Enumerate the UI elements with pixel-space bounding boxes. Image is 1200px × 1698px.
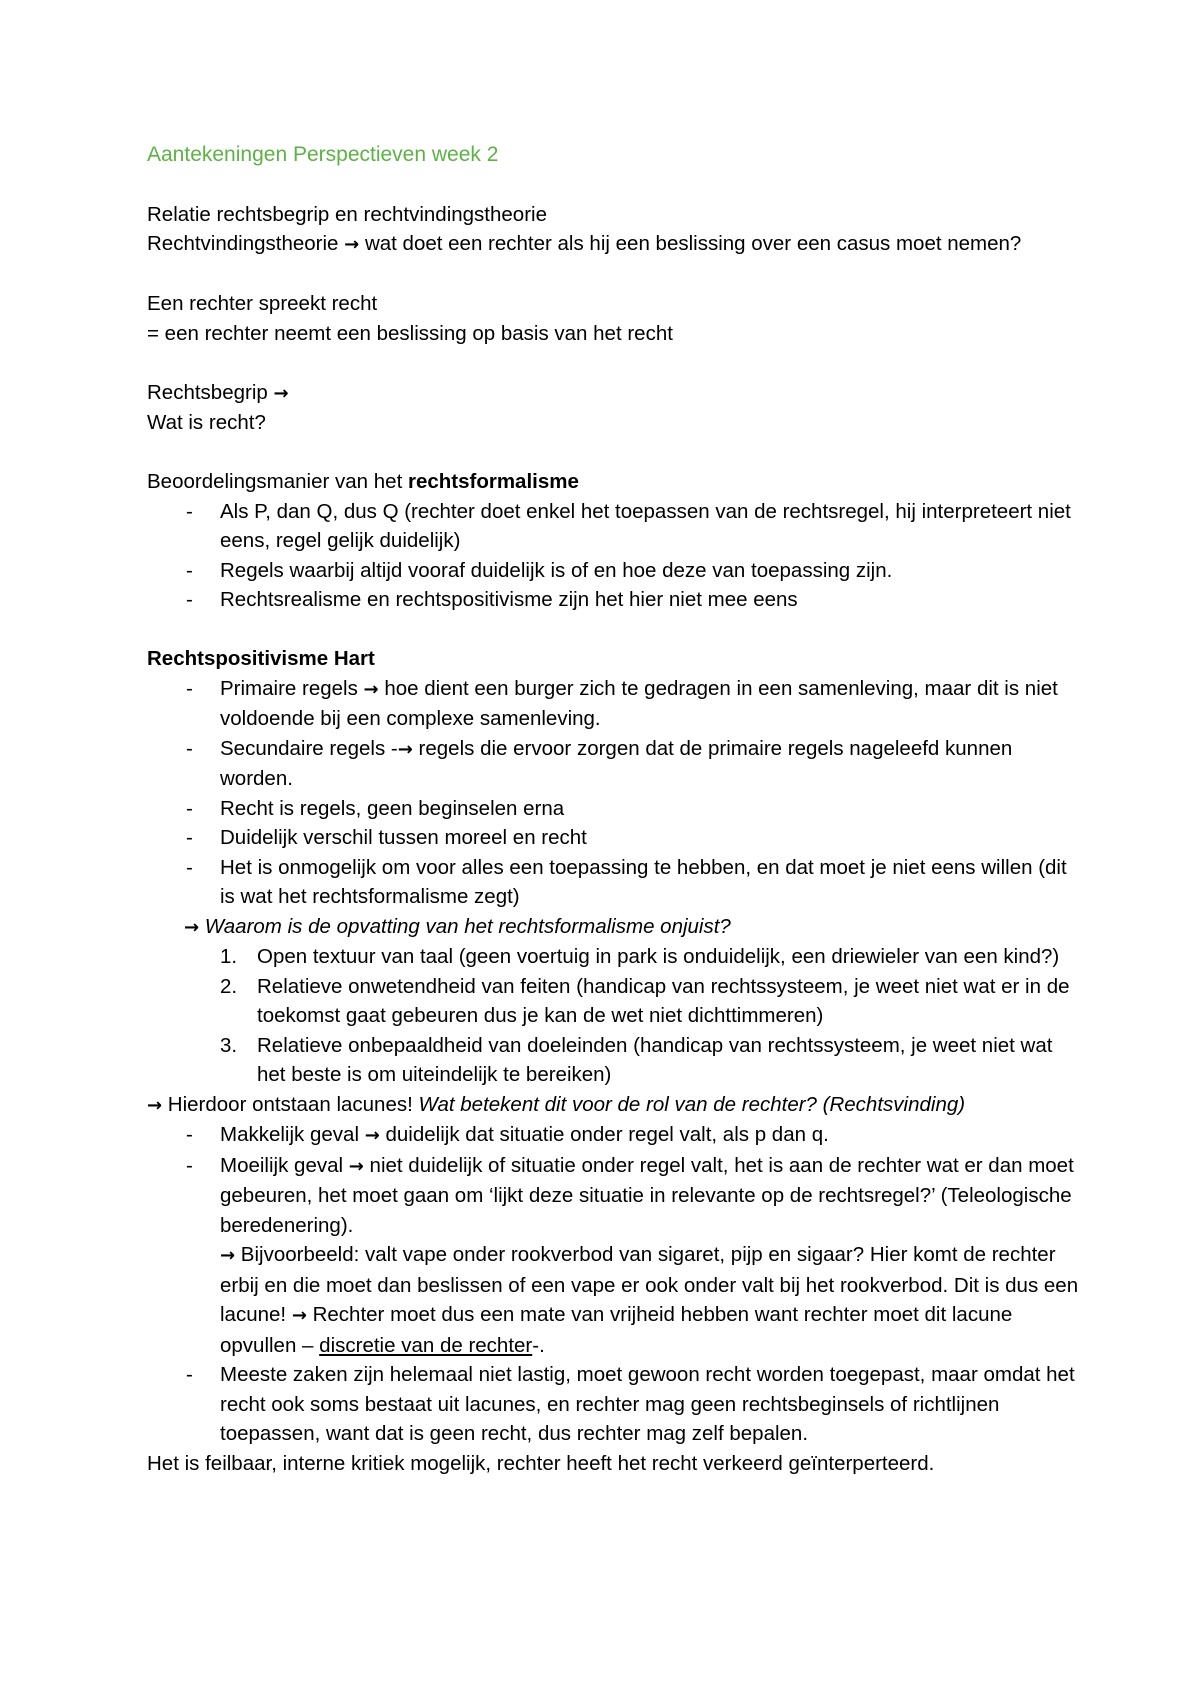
list-item: - Meeste zaken zijn helemaal niet lastig, moet gewoon recht worden toegepast, maar omdat het recht ook soms bestaat uit lacunes, en rechter mag geen rechtsbeginsels of richtlijnen toepassen, want dat is geen recht, dus rechter mag zelf bepalen. <box>147 1360 1082 1449</box>
section-heading-rechtspositivisme: Rechtspositivisme Hart <box>147 647 375 670</box>
list-item: - Recht is regels, geen beginselen erna <box>147 794 1082 824</box>
document-title: Aantekeningen Perspectieven week 2 <box>147 143 499 166</box>
list-item: - Secundaire regels -→ regels die ervoor zorgen dat de primaire regels nageleefd kunnen worden. <box>147 734 1082 794</box>
arrow-icon: → <box>273 382 289 404</box>
discretie-term: discretie van de rechter <box>319 1333 533 1357</box>
arrow-icon: → <box>291 1305 307 1326</box>
arrow-icon: → <box>147 1094 163 1116</box>
arrow-icon: → <box>364 1125 380 1146</box>
list-item: 1. Open textuur van taal (geen voertuig in park is onduidelijk, een driewieler van een kind?) <box>220 945 1060 968</box>
list-item: 3. Relatieve onbepaaldheid van doeleinden (handicap van rechtssysteem, je weet niet wat het beste is om uiteindelijk te bereiken) <box>220 1033 1053 1086</box>
document-page <box>147 140 1082 1478</box>
list-item: - Regels waarbij altijd vooraf duidelijk is of en hoe deze van toepassing zijn. <box>147 556 1082 586</box>
list-item: - Makkelijk geval → duidelijk dat situatie onder regel valt, als p dan q. <box>147 1120 1082 1151</box>
rechter-beslissing-line: = een rechter neemt een beslissing op basis van het recht <box>147 321 673 345</box>
wat-is-recht-line: Wat is recht? <box>147 411 266 434</box>
list-item: 2. Relatieve onwetendheid van feiten (handicap van rechtssysteem, je weet niet wat er in de toekomst gaat gebeuren dus je kan de wet niet dichttimmeren) <box>220 974 1070 1027</box>
arrow-icon: → <box>348 1155 364 1177</box>
arrow-icon: → <box>363 678 379 700</box>
lacunes-line: → Hierdoor ontstaan lacunes! Wat betekent dit voor de rol van de rechter? (Rechtsvinding) <box>147 1092 966 1116</box>
list-item: - Primaire regels → hoe dient een burger zich te gedragen in een samenleving, maar dit is niet voldoende bij een complexe samenleving. <box>147 674 1082 734</box>
rechtsformalisme-list <box>147 497 1082 615</box>
rechtvindingstheorie-line: Rechtvindingstheorie → wat doet een rechter als hij een beslissing over een casus moet nemen? <box>147 232 1022 255</box>
list-item: - Duidelijk verschil tussen moreel en recht <box>147 823 1082 853</box>
geval-list <box>147 1120 1082 1449</box>
list-item: - Als P, dan Q, dus Q (rechter doet enkel het toepassen van de rechtsregel, hij interpreteert niet eens, regel gelijk duidelijk) <box>147 497 1082 556</box>
question-line: → Waarom is de opvatting van het rechtsformalisme onjuist? <box>184 914 731 938</box>
arrow-icon: → <box>344 234 360 255</box>
list-item: - Moeilijk geval → niet duidelijk of situatie onder regel valt, het is aan de rechter wat er dan moet gebeuren, het moet gaan om ‘lijkt deze situatie in relevante op de rechtsregel?’ (Teleologische beredenering). → Bijvoorbeeld: valt vape onder rookverbod van sigaret, pijp en sigaar? Hier komt de rechter erbij en die moet dan beslissen of een vape er ook onder valt bij het rookverbod. Dit is dus een lacune! → Rechter moet dus een mate van vrijheid hebben want rechter moet dit lacune opvullen – discretie van de rechter-. <box>147 1151 1082 1361</box>
list-item: - Rechtsrealisme en rechtspositivisme zijn het hier niet mee eens <box>147 585 1082 615</box>
rechtsbegrip-line: Rechtsbegrip → <box>147 380 289 404</box>
arrow-icon: → <box>220 1245 236 1266</box>
rechter-spreekt-recht-line: Een rechter spreekt recht <box>147 292 378 315</box>
numbered-list <box>147 942 1082 1090</box>
arrow-icon: → <box>397 738 413 760</box>
arrow-icon: → <box>184 916 200 938</box>
list-item: - Het is onmogelijk om voor alles een toepassing te hebben, en dat moet je niet eens willen (dit is wat het rechtsformalisme zegt) <box>147 853 1082 912</box>
section-heading-relatie: Relatie rechtsbegrip en rechtvindingstheorie <box>147 202 547 226</box>
final-line: Het is feilbaar, interne kritiek mogelijk, rechter heeft het recht verkeerd geïnterperteerd. <box>147 1451 935 1475</box>
rechtspositivisme-list <box>147 674 1082 912</box>
section-heading-beoordelingsmanier: Beoordelingsmanier van het rechtsformalisme <box>147 470 579 493</box>
